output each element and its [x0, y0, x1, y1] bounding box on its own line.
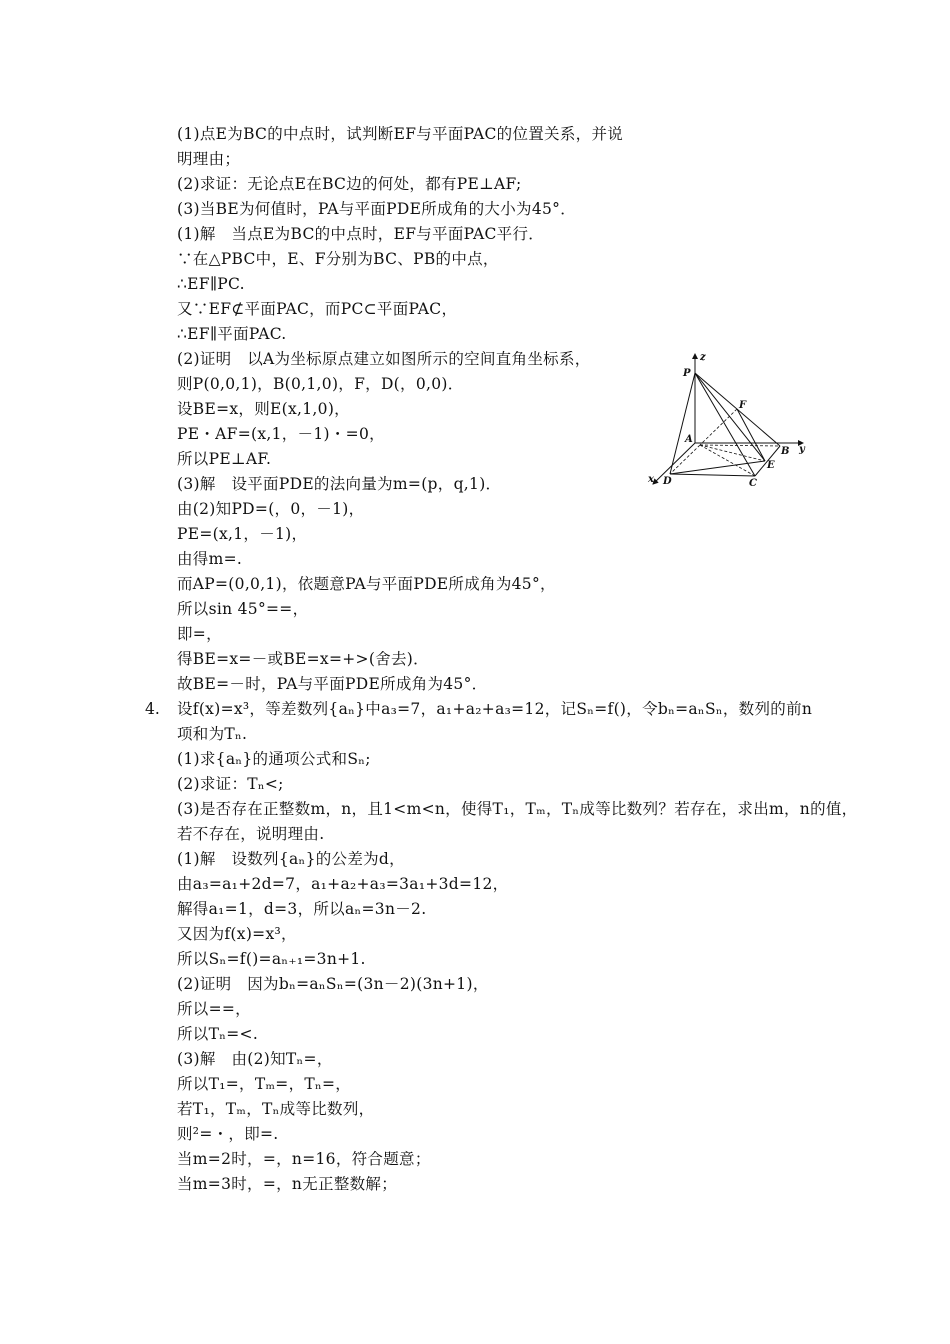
- text-line: (2)求证：Tₙ<;: [177, 775, 284, 793]
- text-line: (1)解 设数列{aₙ}的公差为d，: [177, 850, 405, 868]
- label-P: P: [683, 368, 691, 379]
- text-line: 所以sin 45°==，: [177, 600, 309, 618]
- text-line: 所以Tₙ=<.: [177, 1025, 259, 1043]
- text-line: 由(2)知PD=(，0，－1)，: [177, 500, 365, 518]
- text-line: 所以==，: [177, 1000, 251, 1018]
- text-line: 由a₃=a₁+2d=7，a₁+a₂+a₃=3a₁+3d=12，: [177, 875, 509, 893]
- text-line: 而AP=(0,0,1)，依题意PA与平面PDE所成角为45°，: [177, 575, 556, 593]
- text-line: 得BE=x=－或BE=x=+>(舍去)．: [177, 650, 429, 668]
- label-C: C: [749, 478, 757, 489]
- text-line: 当m=3时，=，n无正整数解；: [177, 1175, 398, 1193]
- text-line: 明理由；: [177, 150, 241, 168]
- coordinate-figure: [645, 348, 815, 493]
- text-line: (1)解 当点E为BC的中点时，EF与平面PAC平行．: [177, 225, 545, 243]
- text-line: ∵在△PBC中，E、F分别为BC、PB的中点，: [177, 250, 499, 268]
- text-line: 解得a₁=1，d=3，所以aₙ=3n－2.: [177, 900, 427, 918]
- text-line: 即=，: [177, 625, 222, 643]
- label-E: E: [767, 460, 775, 471]
- x-axis: [653, 443, 695, 484]
- text-line: (2)求证：无论点E在BC边的何处，都有PE⊥AF;: [177, 175, 522, 193]
- text-line: 所以PE⊥AF.: [177, 450, 272, 468]
- text-line: 则²=・，即=.: [177, 1125, 279, 1143]
- text-line: PE・AF=(x,1，－1)・=0，: [177, 425, 385, 443]
- text-line: 由得m=.: [177, 550, 243, 568]
- label-F: F: [739, 400, 747, 411]
- text-line: (2)证明 因为bₙ=aₙSₙ=(3n－2)(3n+1)，: [177, 975, 489, 993]
- problem-number: 4.: [145, 700, 160, 718]
- text-line: (3)解 设平面PDE的法向量为m=(p，q,1)．: [177, 475, 502, 493]
- text-line: 又∵EF⊄平面PAC，而PC⊂平面PAC，: [177, 300, 458, 318]
- text-line: 设BE=x，则E(x,1,0)，: [177, 400, 350, 418]
- label-B: B: [781, 446, 790, 457]
- text-line: (3)解 由(2)知Tₙ=，: [177, 1050, 333, 1068]
- text-line: (3)是否存在正整数m，n，且1<m<n，使得T₁，Tₘ，Tₙ成等比数列？若存在，求出m，n的值，: [177, 800, 858, 818]
- label-D: D: [663, 476, 672, 487]
- text-line: 故BE=－时，PA与平面PDE所成角为45°．: [177, 675, 488, 693]
- text-line: 若T₁，Tₘ，Tₙ成等比数列，: [177, 1100, 375, 1118]
- text-line: 若不存在，说明理由.: [177, 825, 325, 843]
- text-line: 所以T₁=，Tₘ=，Tₙ=，: [177, 1075, 352, 1093]
- label-y: y: [799, 444, 805, 455]
- text-line: 又因为f(x)=x³，: [177, 925, 297, 943]
- text-line: 项和为Tₙ.: [177, 725, 248, 743]
- text-line: (2)证明 以A为坐标原点建立如图所示的空间直角坐标系，: [177, 350, 591, 368]
- text-line: ∴EF∥平面PAC.: [177, 325, 287, 343]
- text-line: ∴EF∥PC.: [177, 275, 245, 293]
- text-line: 设f(x)=x³，等差数列{aₙ}中a₃=7，a₁+a₂+a₃=12，记Sₙ=f()，令bₙ=aₙSₙ，数列的前n: [177, 700, 813, 718]
- text-line: PE=(x,1，－1)，: [177, 525, 308, 543]
- text-line: (3)当BE为何值时，PA与平面PDE所成角的大小为45°．: [177, 200, 577, 218]
- text-line: 则P(0,0,1)，B(0,1,0)，F，D(，0,0)．: [177, 375, 464, 393]
- label-z: z: [700, 352, 706, 363]
- text-line: 当m=2时，=，n=16，符合题意；: [177, 1150, 431, 1168]
- label-A: A: [685, 434, 693, 445]
- text-line: 所以Sₙ=f()=aₙ₊₁=3n+1.: [177, 950, 366, 968]
- text-line: (1)求{aₙ}的通项公式和Sₙ;: [177, 750, 371, 768]
- text-line: (1)点E为BC的中点时，试判断EF与平面PAC的位置关系，并说: [177, 125, 624, 143]
- label-x: x: [648, 474, 654, 485]
